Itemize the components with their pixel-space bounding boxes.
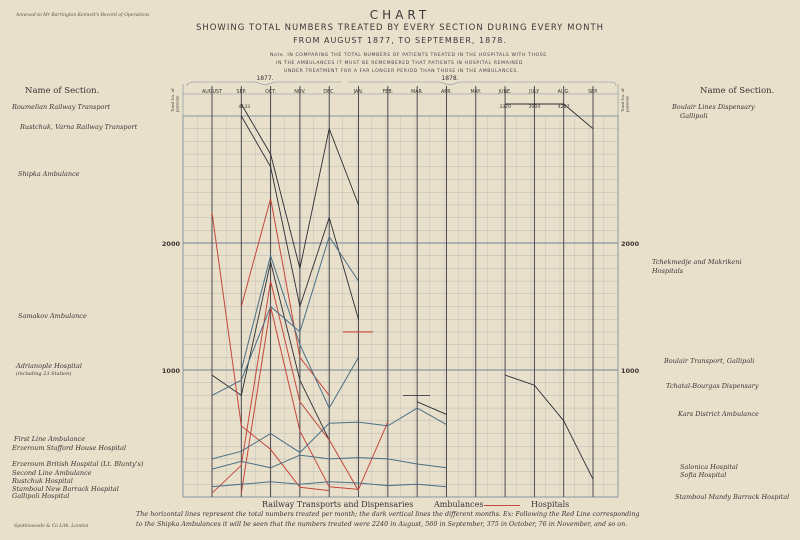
y-tick-label: 2000	[161, 240, 180, 248]
overflow-value-label: 3004	[528, 105, 541, 110]
series-line	[241, 307, 387, 494]
y-tick-label: 2000	[621, 240, 640, 248]
section-label: Shipka Ambulance	[18, 170, 80, 178]
section-label: Gallipoli	[680, 112, 708, 120]
year-label: 1878.	[441, 75, 459, 82]
section-label: Rustchuk Hospital	[12, 477, 73, 485]
chart-ticks	[162, 75, 640, 375]
series-line	[505, 375, 593, 479]
month-label: APR.	[441, 90, 452, 95]
section-label: Erzeroum British Hospital (Lt. Blunty's)	[12, 460, 144, 468]
footnote-line: The horizontal lines represent the total numbers treated per month; the dark vertical lines the different months. Ex: Following the Red Line corresponding	[136, 510, 640, 518]
right-section-heading: Name of Section.	[700, 86, 775, 96]
overflow-value-label: 4267	[557, 105, 570, 110]
month-label: AUG.	[557, 90, 570, 95]
section-label: Gallipoli Hospital	[12, 492, 70, 500]
month-label: OCT.	[265, 90, 277, 95]
note-line: UNDER TREATMENT FOR A FAR LONGER PERIOD THAN THOSE IN THE AMBULANCES.	[284, 69, 519, 74]
month-label: JUNE.	[498, 90, 512, 95]
legend-hospitals: Hospitals	[531, 500, 570, 509]
left-total-heading: Total No. of patients	[170, 88, 180, 112]
month-label: DEC.	[323, 90, 336, 95]
chart-series	[212, 104, 593, 493]
month-label: NOV.	[294, 90, 306, 95]
year-bracket	[349, 82, 616, 86]
overflow-value-label: 3320	[499, 105, 511, 110]
month-label: SEP.	[236, 90, 247, 95]
month-label: JULY.	[529, 90, 540, 95]
series-line	[241, 199, 329, 396]
overflow-value-label: 4133	[238, 105, 251, 110]
legend-ambulances: Ambulances	[434, 500, 484, 509]
section-label: (including 23 Station)	[16, 371, 72, 377]
month-label: MAY.	[470, 90, 482, 95]
section-label: Stamboul New Barrack Hospital	[12, 485, 119, 493]
left-section-heading: Name of Section.	[25, 86, 100, 96]
month-label: AUGUST	[202, 90, 222, 95]
section-label: Erzeroum Stafford House Hospital	[12, 444, 127, 452]
chart-grid	[183, 82, 618, 497]
section-label: Adrianople Hospital	[16, 362, 82, 370]
presented-note: Annexed to Mr Barrington Kennett's Record of Operations	[16, 13, 150, 18]
chart-subtitle-dates: FROM AUGUST 1877, TO SEPTEMBER, 1878.	[293, 36, 507, 45]
section-label: Tchatal-Bourgas Dispensary	[666, 382, 759, 390]
right-total-heading: Total No. of patients	[620, 88, 630, 112]
section-label: First Line Ambulance	[14, 435, 86, 443]
section-label: Salonica Hospital	[680, 463, 738, 471]
section-label: Boulair Lines Dispensary	[672, 103, 755, 111]
chart-title: CHART	[369, 8, 431, 22]
section-label: Stamboul Mandy Barrack Hospital	[675, 493, 790, 501]
section-label: Sofia Hospital	[680, 471, 727, 479]
section-label: Roumelian Railway Transport	[12, 103, 111, 111]
legend-railway: Railway Transports and Dispensaries	[262, 500, 414, 509]
month-label: MAR.	[411, 90, 424, 95]
note-line: IN THE AMBULANCES IT MUST BE REMEMBERED THAT PATIENTS IN HOSPITAL REMAINED	[276, 61, 523, 66]
printer-credit: Spottiswoode & Co Lith. London	[14, 524, 89, 529]
section-label: Samakov Ambulance	[18, 312, 87, 320]
section-label: Tchekmedje and Makrikeni	[652, 258, 742, 266]
y-tick-label: 1000	[621, 367, 640, 375]
month-label: SEP.	[588, 90, 598, 95]
section-label: Boulair Transport, Gallipoli	[664, 357, 755, 365]
chart-subtitle: SHOWING TOTAL NUMBERS TREATED BY EVERY SECTION DURING EVERY MONTH	[195, 23, 605, 33]
note-line: Note. IN COMPARING THE TOTAL NUMBERS OF PATIENTS TREATED IN THE HOSPITALS WITH THOSE	[270, 53, 547, 58]
month-label: FEB.	[382, 90, 394, 95]
y-tick-label: 1000	[161, 367, 180, 375]
year-label: 1877.	[256, 75, 274, 82]
section-label: Rustchuk, Varna Railway Transport	[20, 123, 138, 131]
footnote-line: to the Shipka Ambulances it will be seen that the numbers treated were 2240 in August, 560 in September, 375 in October, 76 in November, and so on.	[136, 520, 628, 528]
year-bracket	[187, 82, 341, 86]
legend-ambulances-swatch	[484, 505, 520, 506]
section-label: Kars District Ambulance	[678, 410, 759, 418]
section-label: Hospitals	[652, 267, 684, 275]
month-label: JAN.	[353, 90, 364, 95]
section-label: Second Line Ambulance	[12, 469, 92, 477]
